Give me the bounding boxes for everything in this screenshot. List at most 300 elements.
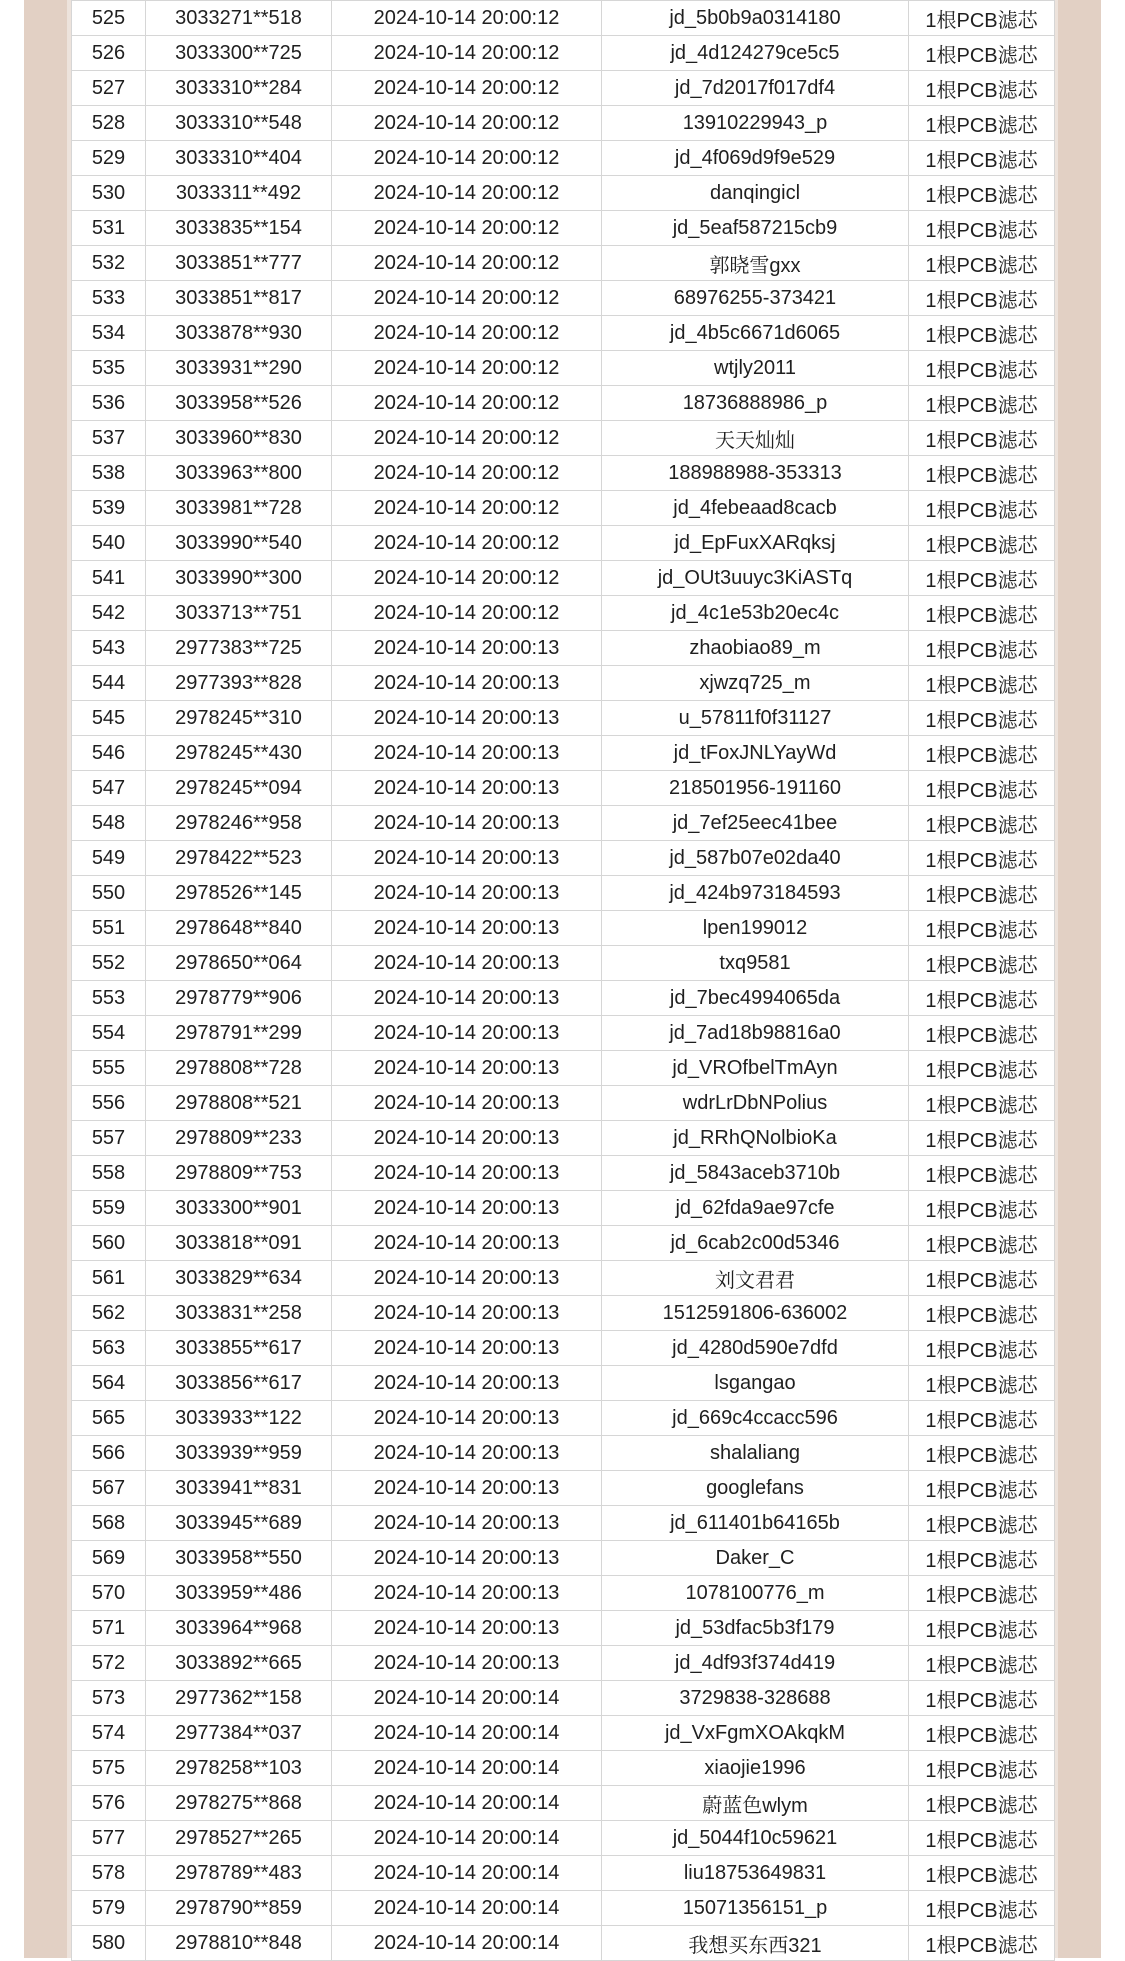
draw-time-cell: 2024-10-14 20:00:12 (332, 211, 602, 246)
order-id-cell: 3033818**091 (146, 1226, 332, 1261)
username-cell: lpen199012 (602, 911, 909, 946)
row-number-cell: 531 (72, 211, 146, 246)
prize-cell: 1根PCB滤芯 (909, 1716, 1055, 1751)
prize-cell: 1根PCB滤芯 (909, 596, 1055, 631)
username-cell: jd_424b973184593 (602, 876, 909, 911)
username-cell: lsgangao (602, 1366, 909, 1401)
row-number-cell: 576 (72, 1786, 146, 1821)
order-id-cell: 3033300**901 (146, 1191, 332, 1226)
draw-time-cell: 2024-10-14 20:00:13 (332, 911, 602, 946)
username-cell: jd_EpFuxXARqksj (602, 526, 909, 561)
table-row (72, 736, 1055, 771)
prize-cell: 1根PCB滤芯 (909, 1366, 1055, 1401)
table-row (72, 701, 1055, 736)
table-row (72, 141, 1055, 176)
row-number-cell: 537 (72, 421, 146, 456)
table-row (72, 1121, 1055, 1156)
prize-cell: 1根PCB滤芯 (909, 1576, 1055, 1611)
draw-time-cell: 2024-10-14 20:00:14 (332, 1891, 602, 1926)
row-number-cell: 547 (72, 771, 146, 806)
prize-cell: 1根PCB滤芯 (909, 1016, 1055, 1051)
draw-time-cell: 2024-10-14 20:00:12 (332, 316, 602, 351)
prize-cell: 1根PCB滤芯 (909, 491, 1055, 526)
draw-time-cell: 2024-10-14 20:00:12 (332, 141, 602, 176)
order-id-cell: 3033945**689 (146, 1506, 332, 1541)
table-row (72, 1541, 1055, 1576)
prize-cell: 1根PCB滤芯 (909, 841, 1055, 876)
draw-time-cell: 2024-10-14 20:00:12 (332, 351, 602, 386)
table-row (72, 596, 1055, 631)
row-number-cell: 529 (72, 141, 146, 176)
prize-cell: 1根PCB滤芯 (909, 1191, 1055, 1226)
table-row (72, 246, 1055, 281)
prize-cell: 1根PCB滤芯 (909, 1121, 1055, 1156)
row-number-cell: 562 (72, 1296, 146, 1331)
prize-cell: 1根PCB滤芯 (909, 1646, 1055, 1681)
prize-cell: 1根PCB滤芯 (909, 666, 1055, 701)
prize-cell: 1根PCB滤芯 (909, 1226, 1055, 1261)
prize-cell: 1根PCB滤芯 (909, 1086, 1055, 1121)
row-number-cell: 579 (72, 1891, 146, 1926)
row-number-cell: 569 (72, 1541, 146, 1576)
row-number-cell: 527 (72, 71, 146, 106)
table-row (72, 561, 1055, 596)
table-row (72, 911, 1055, 946)
order-id-cell: 2978245**310 (146, 701, 332, 736)
username-cell: jd_RRhQNolbioKa (602, 1121, 909, 1156)
username-cell: shalaliang (602, 1436, 909, 1471)
order-id-cell: 3033829**634 (146, 1261, 332, 1296)
prize-cell: 1根PCB滤芯 (909, 36, 1055, 71)
prize-cell: 1根PCB滤芯 (909, 1786, 1055, 1821)
draw-time-cell: 2024-10-14 20:00:13 (332, 1646, 602, 1681)
prize-cell: 1根PCB滤芯 (909, 1331, 1055, 1366)
draw-time-cell: 2024-10-14 20:00:13 (332, 701, 602, 736)
username-cell: xiaojie1996 (602, 1751, 909, 1786)
username-cell: u_57811f0f31127 (602, 701, 909, 736)
prize-cell: 1根PCB滤芯 (909, 316, 1055, 351)
winners-table-body (72, 1, 1055, 1961)
table-row (72, 631, 1055, 666)
row-number-cell: 563 (72, 1331, 146, 1366)
row-number-cell: 557 (72, 1121, 146, 1156)
table-row (72, 1191, 1055, 1226)
draw-time-cell: 2024-10-14 20:00:13 (332, 1576, 602, 1611)
username-cell: jd_4b5c6671d6065 (602, 316, 909, 351)
row-number-cell: 574 (72, 1716, 146, 1751)
order-id-cell: 3033713**751 (146, 596, 332, 631)
row-number-cell: 536 (72, 386, 146, 421)
username-cell: jd_62fda9ae97cfe (602, 1191, 909, 1226)
draw-time-cell: 2024-10-14 20:00:13 (332, 806, 602, 841)
prize-cell: 1根PCB滤芯 (909, 701, 1055, 736)
winners-table (71, 0, 1055, 1961)
order-id-cell: 2978275**868 (146, 1786, 332, 1821)
table-row (72, 1751, 1055, 1786)
table-row (72, 1786, 1055, 1821)
row-number-cell: 548 (72, 806, 146, 841)
row-number-cell: 553 (72, 981, 146, 1016)
draw-time-cell: 2024-10-14 20:00:12 (332, 491, 602, 526)
draw-time-cell: 2024-10-14 20:00:13 (332, 1191, 602, 1226)
row-number-cell: 526 (72, 36, 146, 71)
order-id-cell: 2977384**037 (146, 1716, 332, 1751)
table-row (72, 281, 1055, 316)
order-id-cell: 2977393**828 (146, 666, 332, 701)
prize-cell: 1根PCB滤芯 (909, 1751, 1055, 1786)
row-number-cell: 541 (72, 561, 146, 596)
draw-time-cell: 2024-10-14 20:00:12 (332, 106, 602, 141)
draw-time-cell: 2024-10-14 20:00:13 (332, 1401, 602, 1436)
order-id-cell: 3033835**154 (146, 211, 332, 246)
table-row (72, 1576, 1055, 1611)
username-cell: jd_7ad18b98816a0 (602, 1016, 909, 1051)
draw-time-cell: 2024-10-14 20:00:14 (332, 1926, 602, 1961)
row-number-cell: 535 (72, 351, 146, 386)
order-id-cell: 2978808**728 (146, 1051, 332, 1086)
draw-time-cell: 2024-10-14 20:00:13 (332, 1506, 602, 1541)
draw-time-cell: 2024-10-14 20:00:14 (332, 1821, 602, 1856)
prize-cell: 1根PCB滤芯 (909, 141, 1055, 176)
row-number-cell: 532 (72, 246, 146, 281)
row-number-cell: 558 (72, 1156, 146, 1191)
prize-cell: 1根PCB滤芯 (909, 981, 1055, 1016)
row-number-cell: 544 (72, 666, 146, 701)
order-id-cell: 2978526**145 (146, 876, 332, 911)
prize-cell: 1根PCB滤芯 (909, 1681, 1055, 1716)
row-number-cell: 543 (72, 631, 146, 666)
table-row (72, 1471, 1055, 1506)
prize-cell: 1根PCB滤芯 (909, 1, 1055, 36)
username-cell: 天天灿灿 (602, 421, 909, 456)
table-row (72, 1681, 1055, 1716)
order-id-cell: 3033958**550 (146, 1541, 332, 1576)
row-number-cell: 565 (72, 1401, 146, 1436)
draw-time-cell: 2024-10-14 20:00:12 (332, 456, 602, 491)
row-number-cell: 564 (72, 1366, 146, 1401)
username-cell: jd_7d2017f017df4 (602, 71, 909, 106)
username-cell: jd_4d124279ce5c5 (602, 36, 909, 71)
table-row (72, 1366, 1055, 1401)
draw-time-cell: 2024-10-14 20:00:14 (332, 1681, 602, 1716)
table-row (72, 1856, 1055, 1891)
order-id-cell: 2978648**840 (146, 911, 332, 946)
row-number-cell: 538 (72, 456, 146, 491)
username-cell: 188988988-353313 (602, 456, 909, 491)
prize-cell: 1根PCB滤芯 (909, 71, 1055, 106)
username-cell: jd_tFoxJNLYayWd (602, 736, 909, 771)
username-cell: jd_4f069d9f9e529 (602, 141, 909, 176)
order-id-cell: 2978246**958 (146, 806, 332, 841)
prize-cell: 1根PCB滤芯 (909, 1401, 1055, 1436)
prize-cell: 1根PCB滤芯 (909, 1821, 1055, 1856)
username-cell: xjwzq725_m (602, 666, 909, 701)
table-row (72, 771, 1055, 806)
prize-cell: 1根PCB滤芯 (909, 876, 1055, 911)
draw-time-cell: 2024-10-14 20:00:13 (332, 1471, 602, 1506)
row-number-cell: 568 (72, 1506, 146, 1541)
table-row (72, 386, 1055, 421)
order-id-cell: 3033931**290 (146, 351, 332, 386)
order-id-cell: 3033964**968 (146, 1611, 332, 1646)
draw-time-cell: 2024-10-14 20:00:13 (332, 1541, 602, 1576)
draw-time-cell: 2024-10-14 20:00:13 (332, 631, 602, 666)
prize-cell: 1根PCB滤芯 (909, 351, 1055, 386)
order-id-cell: 3033963**800 (146, 456, 332, 491)
username-cell: jd_5044f10c59621 (602, 1821, 909, 1856)
left-decorative-border (24, 0, 71, 1958)
table-row (72, 1296, 1055, 1331)
table-row (72, 1331, 1055, 1366)
prize-cell: 1根PCB滤芯 (909, 1471, 1055, 1506)
prize-cell: 1根PCB滤芯 (909, 1506, 1055, 1541)
prize-cell: 1根PCB滤芯 (909, 1611, 1055, 1646)
username-cell: googlefans (602, 1471, 909, 1506)
draw-time-cell: 2024-10-14 20:00:12 (332, 176, 602, 211)
draw-time-cell: 2024-10-14 20:00:13 (332, 1051, 602, 1086)
row-number-cell: 567 (72, 1471, 146, 1506)
username-cell: txq9581 (602, 946, 909, 981)
prize-cell: 1根PCB滤芯 (909, 1261, 1055, 1296)
draw-time-cell: 2024-10-14 20:00:12 (332, 561, 602, 596)
prize-cell: 1根PCB滤芯 (909, 1296, 1055, 1331)
table-row (72, 106, 1055, 141)
table-row (72, 1016, 1055, 1051)
username-cell: jd_669c4ccacc596 (602, 1401, 909, 1436)
username-cell: jd_5843aceb3710b (602, 1156, 909, 1191)
table-row (72, 1506, 1055, 1541)
username-cell: 1078100776_m (602, 1576, 909, 1611)
draw-time-cell: 2024-10-14 20:00:13 (332, 1226, 602, 1261)
draw-time-cell: 2024-10-14 20:00:13 (332, 771, 602, 806)
order-id-cell: 3033310**404 (146, 141, 332, 176)
row-number-cell: 580 (72, 1926, 146, 1961)
draw-time-cell: 2024-10-14 20:00:13 (332, 1016, 602, 1051)
draw-time-cell: 2024-10-14 20:00:12 (332, 596, 602, 631)
table-row (72, 1261, 1055, 1296)
prize-cell: 1根PCB滤芯 (909, 106, 1055, 141)
row-number-cell: 552 (72, 946, 146, 981)
draw-time-cell: 2024-10-14 20:00:13 (332, 1086, 602, 1121)
order-id-cell: 3033892**665 (146, 1646, 332, 1681)
order-id-cell: 3033933**122 (146, 1401, 332, 1436)
order-id-cell: 2978245**094 (146, 771, 332, 806)
order-id-cell: 3033939**959 (146, 1436, 332, 1471)
prize-cell: 1根PCB滤芯 (909, 246, 1055, 281)
table-row (72, 1821, 1055, 1856)
row-number-cell: 540 (72, 526, 146, 561)
row-number-cell: 570 (72, 1576, 146, 1611)
table-row (72, 421, 1055, 456)
prize-cell: 1根PCB滤芯 (909, 736, 1055, 771)
prize-cell: 1根PCB滤芯 (909, 1891, 1055, 1926)
table-row (72, 1716, 1055, 1751)
table-row (72, 211, 1055, 246)
draw-time-cell: 2024-10-14 20:00:13 (332, 876, 602, 911)
order-id-cell: 3033958**526 (146, 386, 332, 421)
draw-time-cell: 2024-10-14 20:00:12 (332, 281, 602, 316)
username-cell: Daker_C (602, 1541, 909, 1576)
row-number-cell: 551 (72, 911, 146, 946)
table-row (72, 351, 1055, 386)
prize-cell: 1根PCB滤芯 (909, 526, 1055, 561)
username-cell: jd_4280d590e7dfd (602, 1331, 909, 1366)
username-cell: jd_7ef25eec41bee (602, 806, 909, 841)
username-cell: 218501956-191160 (602, 771, 909, 806)
draw-time-cell: 2024-10-14 20:00:13 (332, 1366, 602, 1401)
row-number-cell: 530 (72, 176, 146, 211)
username-cell: jd_VxFgmXOAkqkM (602, 1716, 909, 1751)
prize-cell: 1根PCB滤芯 (909, 1436, 1055, 1471)
draw-time-cell: 2024-10-14 20:00:14 (332, 1786, 602, 1821)
table-row (72, 1226, 1055, 1261)
order-id-cell: 2978810**848 (146, 1926, 332, 1961)
order-id-cell: 3033990**300 (146, 561, 332, 596)
draw-time-cell: 2024-10-14 20:00:12 (332, 421, 602, 456)
prize-cell: 1根PCB滤芯 (909, 806, 1055, 841)
order-id-cell: 2978779**906 (146, 981, 332, 1016)
table-row (72, 1436, 1055, 1471)
draw-time-cell: 2024-10-14 20:00:13 (332, 1121, 602, 1156)
prize-cell: 1根PCB滤芯 (909, 1156, 1055, 1191)
table-row (72, 316, 1055, 351)
username-cell: 18736888986_p (602, 386, 909, 421)
username-cell: jd_611401b64165b (602, 1506, 909, 1541)
table-row (72, 806, 1055, 841)
row-number-cell: 559 (72, 1191, 146, 1226)
table-row (72, 176, 1055, 211)
username-cell: jd_53dfac5b3f179 (602, 1611, 909, 1646)
username-cell: 郭晓雪gxx (602, 246, 909, 281)
table-row (72, 36, 1055, 71)
table-row (72, 1646, 1055, 1681)
order-id-cell: 3033990**540 (146, 526, 332, 561)
order-id-cell: 3033856**617 (146, 1366, 332, 1401)
draw-time-cell: 2024-10-14 20:00:12 (332, 386, 602, 421)
row-number-cell: 571 (72, 1611, 146, 1646)
order-id-cell: 2978245**430 (146, 736, 332, 771)
right-decorative-border (1054, 0, 1101, 1958)
row-number-cell: 549 (72, 841, 146, 876)
username-cell: jd_4c1e53b20ec4c (602, 596, 909, 631)
table-row (72, 946, 1055, 981)
table-row (72, 841, 1055, 876)
username-cell: jd_587b07e02da40 (602, 841, 909, 876)
username-cell: wtjly2011 (602, 351, 909, 386)
row-number-cell: 528 (72, 106, 146, 141)
prize-cell: 1根PCB滤芯 (909, 211, 1055, 246)
order-id-cell: 2978791**299 (146, 1016, 332, 1051)
username-cell: jd_OUt3uuyc3KiASTq (602, 561, 909, 596)
draw-time-cell: 2024-10-14 20:00:13 (332, 1436, 602, 1471)
username-cell: jd_4df93f374d419 (602, 1646, 909, 1681)
order-id-cell: 3033851**777 (146, 246, 332, 281)
username-cell: zhaobiao89_m (602, 631, 909, 666)
draw-time-cell: 2024-10-14 20:00:13 (332, 1296, 602, 1331)
draw-time-cell: 2024-10-14 20:00:13 (332, 1156, 602, 1191)
row-number-cell: 550 (72, 876, 146, 911)
table-row (72, 1891, 1055, 1926)
row-number-cell: 572 (72, 1646, 146, 1681)
order-id-cell: 3033271**518 (146, 1, 332, 36)
order-id-cell: 2977383**725 (146, 631, 332, 666)
username-cell: jd_7bec4994065da (602, 981, 909, 1016)
draw-time-cell: 2024-10-14 20:00:13 (332, 1611, 602, 1646)
order-id-cell: 2978789**483 (146, 1856, 332, 1891)
table-row (72, 71, 1055, 106)
username-cell: 3729838-328688 (602, 1681, 909, 1716)
row-number-cell: 561 (72, 1261, 146, 1296)
row-number-cell: 525 (72, 1, 146, 36)
prize-cell: 1根PCB滤芯 (909, 1856, 1055, 1891)
table-row (72, 1, 1055, 36)
username-cell: jd_4febeaad8cacb (602, 491, 909, 526)
row-number-cell: 534 (72, 316, 146, 351)
order-id-cell: 3033310**548 (146, 106, 332, 141)
order-id-cell: 3033851**817 (146, 281, 332, 316)
table-row (72, 1156, 1055, 1191)
row-number-cell: 577 (72, 1821, 146, 1856)
row-number-cell: 533 (72, 281, 146, 316)
draw-time-cell: 2024-10-14 20:00:14 (332, 1716, 602, 1751)
draw-time-cell: 2024-10-14 20:00:12 (332, 1, 602, 36)
table-row (72, 1051, 1055, 1086)
order-id-cell: 2978790**859 (146, 1891, 332, 1926)
order-id-cell: 3033311**492 (146, 176, 332, 211)
username-cell: wdrLrDbNPolius (602, 1086, 909, 1121)
order-id-cell: 2977362**158 (146, 1681, 332, 1716)
table-row (72, 1611, 1055, 1646)
username-cell: 1512591806-636002 (602, 1296, 909, 1331)
draw-time-cell: 2024-10-14 20:00:13 (332, 1331, 602, 1366)
draw-time-cell: 2024-10-14 20:00:13 (332, 666, 602, 701)
prize-cell: 1根PCB滤芯 (909, 421, 1055, 456)
table-row (72, 981, 1055, 1016)
draw-time-cell: 2024-10-14 20:00:12 (332, 36, 602, 71)
prize-cell: 1根PCB滤芯 (909, 456, 1055, 491)
order-id-cell: 2978808**521 (146, 1086, 332, 1121)
draw-time-cell: 2024-10-14 20:00:13 (332, 736, 602, 771)
row-number-cell: 556 (72, 1086, 146, 1121)
table-row (72, 666, 1055, 701)
order-id-cell: 3033941**831 (146, 1471, 332, 1506)
username-cell: jd_5b0b9a0314180 (602, 1, 909, 36)
prize-cell: 1根PCB滤芯 (909, 946, 1055, 981)
order-id-cell: 3033878**930 (146, 316, 332, 351)
row-number-cell: 545 (72, 701, 146, 736)
row-number-cell: 575 (72, 1751, 146, 1786)
order-id-cell: 3033855**617 (146, 1331, 332, 1366)
row-number-cell: 566 (72, 1436, 146, 1471)
order-id-cell: 2978258**103 (146, 1751, 332, 1786)
row-number-cell: 578 (72, 1856, 146, 1891)
draw-time-cell: 2024-10-14 20:00:12 (332, 246, 602, 281)
draw-time-cell: 2024-10-14 20:00:13 (332, 981, 602, 1016)
row-number-cell: 554 (72, 1016, 146, 1051)
username-cell: 我想买东西321 (602, 1926, 909, 1961)
draw-time-cell: 2024-10-14 20:00:13 (332, 841, 602, 876)
draw-time-cell: 2024-10-14 20:00:13 (332, 946, 602, 981)
table-row (72, 456, 1055, 491)
prize-cell: 1根PCB滤芯 (909, 386, 1055, 421)
draw-time-cell: 2024-10-14 20:00:12 (332, 71, 602, 106)
order-id-cell: 3033959**486 (146, 1576, 332, 1611)
row-number-cell: 546 (72, 736, 146, 771)
prize-cell: 1根PCB滤芯 (909, 911, 1055, 946)
username-cell: jd_6cab2c00d5346 (602, 1226, 909, 1261)
table-row (72, 876, 1055, 911)
username-cell: 15071356151_p (602, 1891, 909, 1926)
